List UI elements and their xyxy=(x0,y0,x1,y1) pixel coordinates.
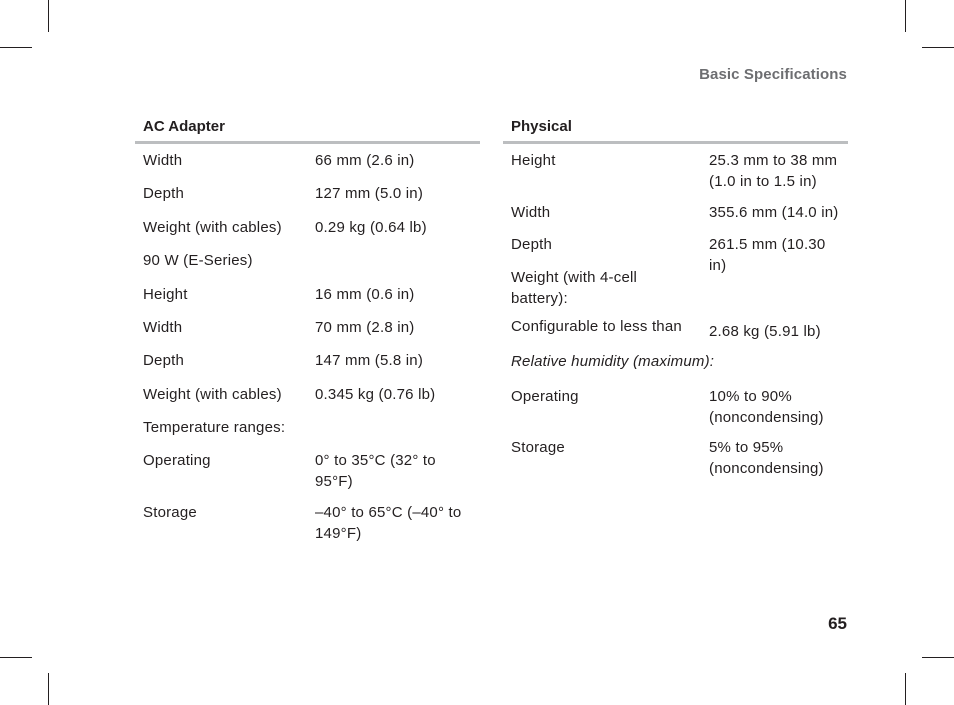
page-number: 65 xyxy=(828,614,847,633)
spec-row xyxy=(135,183,480,217)
spec-label: Height xyxy=(143,286,188,303)
spec-label: Width xyxy=(143,152,183,169)
spec-label: Weight (with 4-cell battery): xyxy=(511,269,638,307)
spec-value: 5% to 95% (noncondensing) xyxy=(709,439,824,477)
spec-row xyxy=(503,316,848,351)
spec-value: 2.68 kg (5.91 lb) xyxy=(709,323,821,340)
spec-subheading xyxy=(503,267,848,316)
spec-label: Depth xyxy=(143,352,185,369)
spec-label: 90 W (E-Series) xyxy=(143,252,253,269)
spec-value: 10% to 90% (noncondensing) xyxy=(709,388,824,426)
spec-subheading xyxy=(135,250,480,284)
crop-mark xyxy=(905,0,906,32)
ac-adapter-section xyxy=(135,116,480,546)
spec-row xyxy=(135,502,480,546)
spec-label: Weight (with cables) xyxy=(143,386,282,403)
spec-label: Operating xyxy=(511,388,579,405)
spec-label: Weight (with cables) xyxy=(143,219,282,236)
spec-row xyxy=(135,450,480,502)
spec-value: 70 mm (2.8 in) xyxy=(315,319,415,336)
spec-label: Relative humidity (maximum): xyxy=(511,353,715,370)
spec-value: 355.6 mm (14.0 in) xyxy=(709,204,839,221)
spec-label: Depth xyxy=(511,236,553,253)
spec-value: 25.3 mm to 38 mm (1.0 in to 1.5 in) xyxy=(709,152,838,190)
crop-mark xyxy=(48,673,49,705)
spec-row xyxy=(503,386,848,437)
spec-row xyxy=(135,317,480,350)
spec-row xyxy=(503,437,848,481)
spec-value: 0.345 kg (0.76 lb) xyxy=(315,386,436,403)
crop-mark xyxy=(922,657,954,658)
spec-value: 16 mm (0.6 in) xyxy=(315,286,415,303)
physical-section xyxy=(503,116,848,481)
crop-mark xyxy=(0,657,32,658)
section-title: AC Adapter xyxy=(135,116,480,144)
spec-subheading xyxy=(503,351,848,386)
spec-row xyxy=(135,284,480,317)
spec-label: Depth xyxy=(143,185,185,202)
spec-label: Width xyxy=(511,204,551,221)
spec-label: Configurable to less than xyxy=(511,318,682,335)
spec-value: 0° to 35°C (32° to 95°F) xyxy=(315,452,436,490)
spec-label: Height xyxy=(511,152,556,169)
spec-value: 127 mm (5.0 in) xyxy=(315,185,424,202)
crop-mark xyxy=(905,673,906,705)
section-title: Physical xyxy=(503,116,848,144)
spec-value: 261.5 mm (10.30 in) xyxy=(709,236,826,274)
spec-row xyxy=(135,350,480,384)
spec-row xyxy=(503,234,848,274)
spec-label: Width xyxy=(143,319,183,336)
crop-mark xyxy=(922,47,954,48)
crop-mark xyxy=(48,0,49,32)
spec-value: 0.29 kg (0.64 lb) xyxy=(315,219,427,236)
spec-row xyxy=(503,150,848,202)
spec-value: 66 mm (2.6 in) xyxy=(315,152,415,169)
spec-value: 147 mm (5.8 in) xyxy=(315,352,424,369)
crop-mark xyxy=(0,47,32,48)
spec-label: Operating xyxy=(143,452,211,469)
spec-subheading xyxy=(135,417,480,450)
spec-row xyxy=(503,202,848,234)
spec-label: Storage xyxy=(511,439,565,456)
spec-row xyxy=(135,217,480,250)
spec-label: Storage xyxy=(143,504,197,521)
spec-label: Temperature ranges: xyxy=(143,419,286,436)
running-header: Basic Specifications xyxy=(699,66,847,83)
spec-value: –40° to 65°C (–40° to 149°F) xyxy=(315,504,462,542)
spec-row xyxy=(135,384,480,417)
spec-row xyxy=(135,150,480,183)
